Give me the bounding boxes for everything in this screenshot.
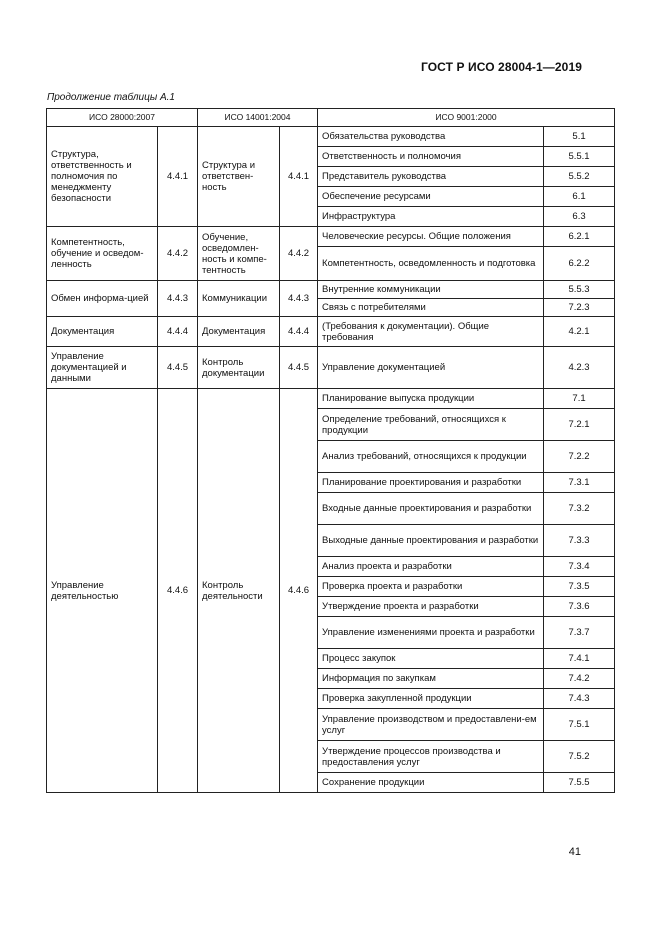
- iso28000-number: 4.4.2: [158, 227, 198, 281]
- iso9001-number: 6.1: [544, 187, 615, 207]
- iso9001-clause: Ответственность и полномочия: [318, 147, 544, 167]
- iso9001-clause: Планирование выпуска продукции: [318, 389, 544, 409]
- iso14001-number: 4.4.5: [280, 347, 318, 389]
- table-continuation-caption: Продолжение таблицы А.1: [47, 92, 175, 103]
- iso9001-clause: Выходные данные проектирования и разработки: [318, 525, 544, 557]
- iso14001-clause: Структура и ответствен-ность: [198, 127, 280, 227]
- iso9001-number: 7.3.1: [544, 473, 615, 493]
- header-iso9001: ИСО 9001:2000: [318, 109, 615, 127]
- iso28000-clause: Компетентность, обучение и осведом-ленность: [47, 227, 158, 281]
- iso14001-clause: Документация: [198, 317, 280, 347]
- iso9001-clause: Управление производством и предоставлени-ем услуг: [318, 709, 544, 741]
- iso9001-number: 6.2.2: [544, 247, 615, 281]
- iso9001-number: 7.3.6: [544, 597, 615, 617]
- iso9001-number: 7.3.3: [544, 525, 615, 557]
- iso9001-number: 7.4.1: [544, 649, 615, 669]
- iso9001-number: 5.5.1: [544, 147, 615, 167]
- iso14001-number: 4.4.6: [280, 389, 318, 793]
- iso9001-number: 7.5.5: [544, 773, 615, 793]
- iso9001-number: 7.2.2: [544, 441, 615, 473]
- iso9001-number: 6.2.1: [544, 227, 615, 247]
- iso9001-clause: Внутренние коммуникации: [318, 281, 544, 299]
- iso28000-clause: Обмен информа-цией: [47, 281, 158, 317]
- iso9001-clause: Компетентность, осведомленность и подготовка: [318, 247, 544, 281]
- iso14001-number: 4.4.1: [280, 127, 318, 227]
- iso9001-number: 7.3.2: [544, 493, 615, 525]
- iso9001-clause: Человеческие ресурсы. Общие положения: [318, 227, 544, 247]
- iso9001-number: 5.5.3: [544, 281, 615, 299]
- iso14001-clause: Контроль документации: [198, 347, 280, 389]
- iso9001-clause: Обеспечение ресурсами: [318, 187, 544, 207]
- iso9001-clause: (Требования к документации). Общие требования: [318, 317, 544, 347]
- table-header-row: [47, 109, 615, 127]
- iso9001-clause: Определение требований, относящихся к продукции: [318, 409, 544, 441]
- iso9001-clause: Планирование проектирования и разработки: [318, 473, 544, 493]
- iso9001-clause: Связь с потребителями: [318, 299, 544, 317]
- table-row: [47, 389, 615, 409]
- iso9001-number: 7.5.2: [544, 741, 615, 773]
- iso28000-number: 4.4.1: [158, 127, 198, 227]
- document-code: ГОСТ Р ИСО 28004-1—2019: [420, 60, 582, 74]
- iso14001-clause: Обучение, осведомлен-ность и компе-тентность: [198, 227, 280, 281]
- iso9001-number: 7.3.7: [544, 617, 615, 649]
- iso9001-clause: Проверка закупленной продукции: [318, 689, 544, 709]
- iso9001-clause: Проверка проекта и разработки: [318, 577, 544, 597]
- iso9001-clause: Обязательства руководства: [318, 127, 544, 147]
- iso28000-number: 4.4.6: [158, 389, 198, 793]
- iso9001-number: 5.1: [544, 127, 615, 147]
- iso9001-clause: Инфраструктура: [318, 207, 544, 227]
- iso9001-number: 7.4.2: [544, 669, 615, 689]
- iso9001-clause: Утверждение процессов производства и предоставления услуг: [318, 741, 544, 773]
- iso9001-clause: Информация по закупкам: [318, 669, 544, 689]
- iso28000-number: 4.4.4: [158, 317, 198, 347]
- iso9001-number: 7.2.3: [544, 299, 615, 317]
- iso9001-clause: Утверждение проекта и разработки: [318, 597, 544, 617]
- iso9001-number: 7.3.5: [544, 577, 615, 597]
- iso14001-number: 4.4.4: [280, 317, 318, 347]
- iso9001-number: 7.5.1: [544, 709, 615, 741]
- iso14001-clause: Контроль деятельности: [198, 389, 280, 793]
- table-row: [47, 347, 615, 389]
- iso9001-clause: Входные данные проектирования и разработки: [318, 493, 544, 525]
- table-row: [47, 317, 615, 347]
- iso9001-number: 7.1: [544, 389, 615, 409]
- iso28000-clause: Структура, ответственность и полномочия по менеджменту безопасности: [47, 127, 158, 227]
- iso9001-clause: Представитель руководства: [318, 167, 544, 187]
- header-iso28000: ИСО 28000:2007: [47, 109, 198, 127]
- iso9001-clause: Управление документацией: [318, 347, 544, 389]
- iso14001-number: 4.4.3: [280, 281, 318, 317]
- iso9001-clause: Управление изменениями проекта и разработки: [318, 617, 544, 649]
- iso9001-number: 7.4.3: [544, 689, 615, 709]
- iso14001-clause: Коммуникации: [198, 281, 280, 317]
- iso9001-clause: Процесс закупок: [318, 649, 544, 669]
- iso9001-number: 6.3: [544, 207, 615, 227]
- iso9001-number: 4.2.3: [544, 347, 615, 389]
- table-row: [47, 281, 615, 299]
- iso28000-clause: Управление деятельностью: [47, 389, 158, 793]
- table-row: [47, 127, 615, 147]
- page-number: 41: [568, 846, 581, 858]
- iso28000-number: 4.4.5: [158, 347, 198, 389]
- iso9001-clause: Сохранение продукции: [318, 773, 544, 793]
- iso28000-number: 4.4.3: [158, 281, 198, 317]
- iso9001-clause: Анализ проекта и разработки: [318, 557, 544, 577]
- header-iso14001: ИСО 14001:2004: [198, 109, 318, 127]
- iso9001-clause: Анализ требований, относящихся к продукции: [318, 441, 544, 473]
- iso9001-number: 5.5.2: [544, 167, 615, 187]
- iso9001-number: 7.3.4: [544, 557, 615, 577]
- correspondence-table: [46, 108, 615, 793]
- iso28000-clause: Документация: [47, 317, 158, 347]
- iso9001-number: 7.2.1: [544, 409, 615, 441]
- iso9001-number: 4.2.1: [544, 317, 615, 347]
- iso28000-clause: Управление документацией и данными: [47, 347, 158, 389]
- table-row: [47, 227, 615, 247]
- iso14001-number: 4.4.2: [280, 227, 318, 281]
